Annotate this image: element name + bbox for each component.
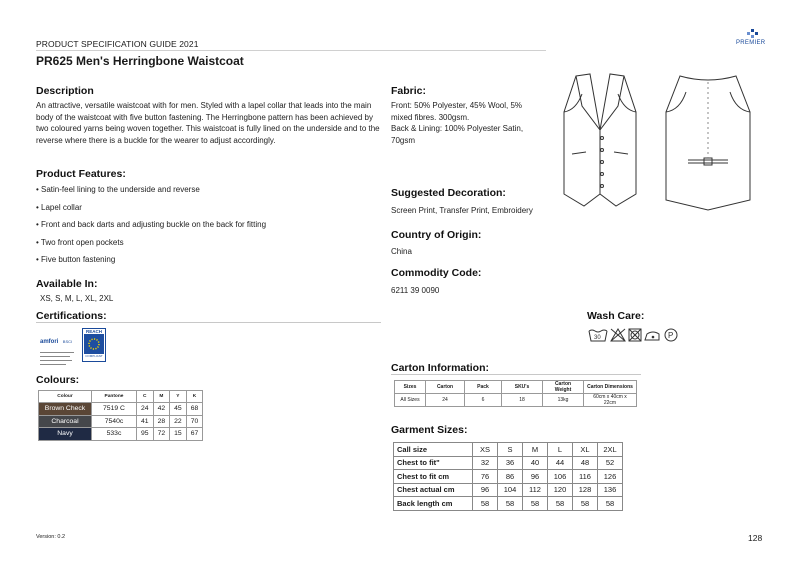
table-cell: 42 <box>153 403 170 416</box>
washcare-icons <box>587 326 687 344</box>
table-cell: 58 <box>523 497 548 511</box>
row-label: Chest actual cm <box>394 483 473 497</box>
table-cell: 96 <box>523 470 548 484</box>
features-heading: Product Features: <box>36 168 126 180</box>
colour-swatch: Navy <box>39 428 92 441</box>
origin-heading: Country of Origin: <box>391 229 482 241</box>
wash-temp: 30 <box>594 335 601 341</box>
reach-logo: REACH COMPLIANT <box>82 328 106 362</box>
table-cell: 45 <box>170 403 187 416</box>
column-header: Carton Weight <box>543 381 584 394</box>
origin-text: China <box>391 247 412 256</box>
product-title: PR625 Men's Herringbone Waistcoat <box>36 54 244 68</box>
table-cell: 96 <box>473 483 498 497</box>
table-cell: 106 <box>548 470 573 484</box>
colour-swatch: Brown Check <box>39 403 92 416</box>
table-cell: 44 <box>548 456 573 470</box>
fabric-back: Back & Lining: 100% Polyester Satin, 70gsm <box>391 124 524 145</box>
header-divider <box>36 50 546 51</box>
table-row <box>39 428 203 441</box>
colour-swatch: Charcoal <box>39 415 92 428</box>
row-label: Back length cm <box>394 497 473 511</box>
table-cell: 86 <box>498 470 523 484</box>
column-header: M <box>523 443 548 457</box>
waistcoat-illustration <box>556 72 756 212</box>
column-header: Colour <box>39 391 92 403</box>
description-heading: Description <box>36 85 94 97</box>
table-row <box>394 470 623 484</box>
column-header: S <box>498 443 523 457</box>
table-header-row <box>395 381 637 394</box>
table-cell: 116 <box>573 470 598 484</box>
column-header: Sizes <box>395 381 426 394</box>
table-row <box>39 415 203 428</box>
iron-low-icon <box>645 332 659 340</box>
table-cell: 7540c <box>92 415 137 428</box>
guide-title: PRODUCT SPECIFICATION GUIDE 2021 <box>36 39 199 49</box>
table-cell: 533c <box>92 428 137 441</box>
decoration-text: Screen Print, Transfer Print, Embroidery <box>391 206 533 215</box>
table-row <box>394 456 623 470</box>
commodity-code: 6211 39 0090 <box>391 286 440 295</box>
table-cell: 22 <box>170 415 187 428</box>
table-cell: 104 <box>498 483 523 497</box>
table-row <box>394 497 623 511</box>
table-cell: 24 <box>426 394 465 407</box>
column-header: Y <box>170 391 187 403</box>
fabric-text <box>391 100 541 146</box>
table-cell: 7519 C <box>92 403 137 416</box>
table-cell: 126 <box>598 470 623 484</box>
garment-sizes-heading: Garment Sizes: <box>391 424 468 436</box>
commodity-heading: Commodity Code: <box>391 267 482 279</box>
table-cell: 28 <box>153 415 170 428</box>
row-label: Chest to fit" <box>394 456 473 470</box>
carton-divider <box>391 374 641 375</box>
table-cell: 112 <box>523 483 548 497</box>
available-heading: Available In: <box>36 278 98 290</box>
table-cell: 136 <box>598 483 623 497</box>
version-label: Version: 0.2 <box>36 534 66 540</box>
table-row <box>394 483 623 497</box>
column-header: Pantone <box>92 391 137 403</box>
column-header: Pack <box>465 381 502 394</box>
description-text: An attractive, versatile waistcoat with for men. Styled with a lapel collar that leads into the main body of the waistcoat with five button fastening. The Herringbone pattern has been achieved by two coloured yarns being woven together. This waistcoat is fully lined on the underside and to the reverse where there is a buckle for the wearer to adjust accordingly. <box>36 101 380 145</box>
table-cell: 68 <box>186 403 203 416</box>
table-cell: 32 <box>473 456 498 470</box>
table-header-row <box>394 443 623 457</box>
list-item: • Lapel collar <box>36 202 82 212</box>
table-cell: 58 <box>573 497 598 511</box>
column-header: Carton Dimensions <box>584 381 637 394</box>
table-cell: All Sizes <box>395 394 426 407</box>
list-item: • Two front open pockets <box>36 237 124 247</box>
table-cell: 60cm x 40cm x 22cm <box>584 394 637 407</box>
certifications-divider <box>36 322 381 323</box>
table-cell: 40 <box>523 456 548 470</box>
column-header: 2XL <box>598 443 623 457</box>
fabric-front: Front: 50% Polyester, 45% Wool, 5% mixed fibres. 300gsm. <box>391 101 523 122</box>
carton-heading: Carton Information: <box>391 362 489 374</box>
table-cell: 72 <box>153 428 170 441</box>
colours-heading: Colours: <box>36 374 80 386</box>
table-cell: 24 <box>137 403 154 416</box>
table-cell: 70 <box>186 415 203 428</box>
decoration-heading: Suggested Decoration: <box>391 187 506 199</box>
table-header-row <box>39 391 203 403</box>
amfori-bsci-logo: amfori BSCI <box>40 330 78 360</box>
list-item: • Satin-feel lining to the underside and reverse <box>36 185 200 194</box>
premier-logo <box>730 27 770 51</box>
table-cell: 6 <box>465 394 502 407</box>
table-cell: 76 <box>473 470 498 484</box>
certifications-heading: Certifications: <box>36 310 107 322</box>
table-cell: 128 <box>573 483 598 497</box>
row-label: Chest to fit cm <box>394 470 473 484</box>
no-tumble-dry-icon <box>629 329 641 341</box>
dry-clean-symbol: P <box>668 331 674 340</box>
garment-sizes-table <box>393 442 623 511</box>
table-cell: 13kg <box>543 394 584 407</box>
column-header: L <box>548 443 573 457</box>
table-cell: 58 <box>473 497 498 511</box>
table-cell: 41 <box>137 415 154 428</box>
list-item: • Front and back darts and adjusting buckle on the back for fitting <box>36 220 267 230</box>
table-cell: 58 <box>548 497 573 511</box>
features-list <box>36 184 336 272</box>
table-cell: 15 <box>170 428 187 441</box>
list-item: • Five button fastening <box>36 255 116 265</box>
colours-table <box>38 390 203 441</box>
table-cell: 67 <box>186 428 203 441</box>
page-number: 128 <box>748 533 763 543</box>
column-header: C <box>137 391 154 403</box>
column-header: Carton <box>426 381 465 394</box>
column-header: K <box>186 391 203 403</box>
column-header: XL <box>573 443 598 457</box>
available-sizes: XS, S, M, L, XL, 2XL <box>40 294 114 303</box>
table-row <box>395 394 637 407</box>
column-header: XS <box>473 443 498 457</box>
table-cell: 36 <box>498 456 523 470</box>
table-cell: 52 <box>598 456 623 470</box>
column-header: Call size <box>394 443 473 457</box>
table-cell: 48 <box>573 456 598 470</box>
brand-name: PREMIER <box>736 40 766 46</box>
no-bleach-icon <box>611 329 625 341</box>
column-header: SKU's <box>502 381 543 394</box>
table-cell: 95 <box>137 428 154 441</box>
table-cell: 120 <box>548 483 573 497</box>
column-header: M <box>153 391 170 403</box>
table-row <box>39 403 203 416</box>
table-cell: 58 <box>498 497 523 511</box>
table-cell: 58 <box>598 497 623 511</box>
fabric-heading: Fabric: <box>391 85 427 97</box>
carton-table <box>394 380 637 407</box>
table-cell: 18 <box>502 394 543 407</box>
washcare-heading: Wash Care: <box>587 310 645 322</box>
